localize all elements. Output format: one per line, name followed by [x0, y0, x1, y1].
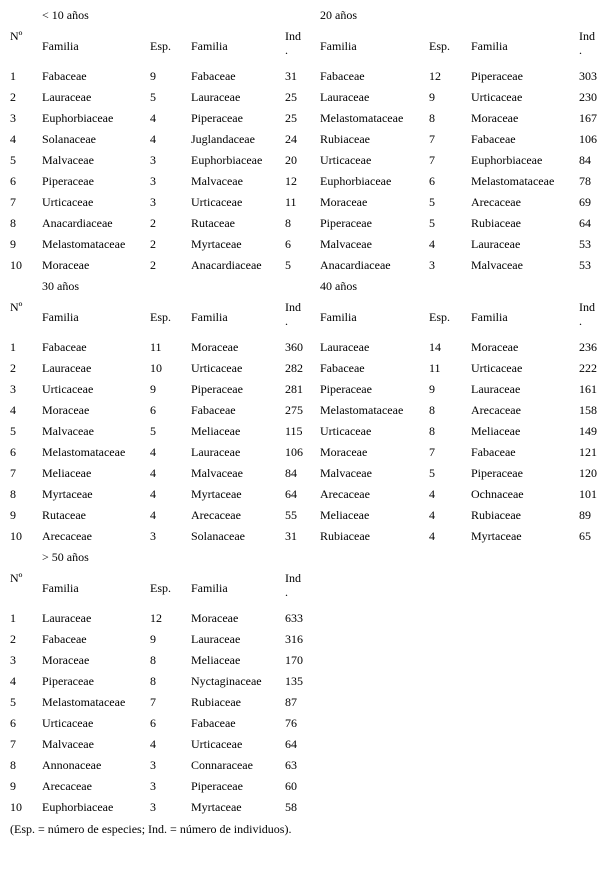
col-header-familia: Familia [471, 39, 508, 53]
family-by-species: Fabaceae [42, 340, 87, 354]
family-by-individuals: Fabaceae [191, 403, 236, 417]
row-number: 6 [10, 174, 16, 188]
row-number: 7 [10, 195, 16, 209]
individual-count: 360 [285, 340, 303, 354]
individual-count: 633 [285, 611, 303, 625]
family-by-species: Anacardiaceae [42, 216, 113, 230]
individual-count: 222 [579, 361, 597, 375]
family-by-species: Meliaceae [320, 508, 370, 522]
family-by-individuals: Fabaceae [191, 716, 236, 730]
row-number: 5 [10, 153, 16, 167]
family-by-species: Urticaceae [42, 195, 94, 209]
row-number: 10 [10, 800, 22, 814]
species-count: 11 [429, 361, 441, 375]
family-by-individuals: Rubiaceae [471, 508, 521, 522]
family-by-individuals: Urticaceae [191, 195, 243, 209]
family-by-species: Malvaceae [42, 737, 94, 751]
species-count: 5 [429, 216, 435, 230]
species-count: 4 [429, 529, 435, 543]
individual-count: 121 [579, 445, 597, 459]
species-count: 3 [429, 258, 435, 272]
individual-count: 53 [579, 258, 591, 272]
row-number: 7 [10, 466, 16, 480]
family-by-individuals: Meliaceae [471, 424, 521, 438]
block-title: 30 años [42, 279, 79, 293]
family-by-species: Malvaceae [42, 424, 94, 438]
species-count: 7 [150, 695, 156, 709]
family-by-individuals: Lauraceae [191, 90, 241, 104]
row-number: 1 [10, 69, 16, 83]
family-by-individuals: Lauraceae [471, 237, 521, 251]
family-by-species: Lauraceae [42, 90, 92, 104]
family-by-individuals: Rutaceae [191, 216, 235, 230]
col-header-num: Nº [10, 300, 23, 314]
row-number: 8 [10, 758, 16, 772]
family-by-individuals: Rubiaceae [471, 216, 521, 230]
row-number: 3 [10, 382, 16, 396]
species-count: 8 [429, 403, 435, 417]
family-by-species: Meliaceae [42, 466, 92, 480]
family-by-individuals: Malvaceae [191, 174, 243, 188]
individual-count: 11 [285, 195, 297, 209]
family-by-individuals: Piperaceae [191, 779, 243, 793]
individual-count: 84 [579, 153, 591, 167]
col-header-ind: Ind [579, 300, 595, 314]
individual-count: 282 [285, 361, 303, 375]
family-by-species: Moraceae [42, 653, 90, 667]
family-by-species: Arecaceae [320, 487, 370, 501]
individual-count: 65 [579, 529, 591, 543]
col-header-familia: Familia [320, 310, 357, 324]
species-count: 12 [150, 611, 162, 625]
row-number: 6 [10, 716, 16, 730]
family-by-species: Piperaceae [320, 382, 372, 396]
row-number: 9 [10, 508, 16, 522]
block-title: 40 años [320, 279, 357, 293]
species-count: 3 [150, 758, 156, 772]
col-header-ind: Ind [285, 29, 301, 43]
family-by-species: Piperaceae [42, 174, 94, 188]
individual-count: 6 [285, 237, 291, 251]
family-by-species: Anacardiaceae [320, 258, 391, 272]
family-by-individuals: Arecaceae [471, 403, 521, 417]
family-by-species: Melastomataceae [42, 445, 126, 459]
family-by-species: Lauraceae [320, 340, 370, 354]
family-by-individuals: Piperaceae [471, 466, 523, 480]
col-header-ind-dot: . [285, 314, 288, 328]
individual-count: 84 [285, 466, 297, 480]
individual-count: 12 [285, 174, 297, 188]
species-count: 4 [150, 132, 156, 146]
individual-count: 106 [285, 445, 303, 459]
species-count: 6 [150, 403, 156, 417]
family-by-individuals: Lauraceae [471, 382, 521, 396]
family-by-species: Euphorbiaceae [42, 111, 114, 125]
family-by-individuals: Piperaceae [191, 382, 243, 396]
species-count: 5 [429, 466, 435, 480]
col-header-familia: Familia [471, 310, 508, 324]
individual-count: 20 [285, 153, 297, 167]
col-header-esp: Esp. [429, 310, 450, 324]
individual-count: 31 [285, 69, 297, 83]
family-by-individuals: Myrtaceae [191, 237, 242, 251]
row-number: 5 [10, 424, 16, 438]
individual-count: 64 [579, 216, 591, 230]
species-count: 5 [150, 90, 156, 104]
row-number: 4 [10, 674, 16, 688]
species-count: 12 [429, 69, 441, 83]
family-by-individuals: Meliaceae [191, 424, 241, 438]
row-number: 9 [10, 237, 16, 251]
species-count: 9 [150, 69, 156, 83]
row-number: 1 [10, 611, 16, 625]
row-number: 4 [10, 132, 16, 146]
family-by-individuals: Euphorbiaceae [191, 153, 263, 167]
species-count: 3 [150, 174, 156, 188]
individual-count: 89 [579, 508, 591, 522]
family-by-species: Moraceae [320, 445, 368, 459]
family-by-individuals: Fabaceae [191, 69, 236, 83]
individual-count: 236 [579, 340, 597, 354]
species-count: 8 [429, 424, 435, 438]
species-count: 4 [429, 237, 435, 251]
species-count: 8 [429, 111, 435, 125]
col-header-num: Nº [10, 29, 23, 43]
individual-count: 25 [285, 111, 297, 125]
col-header-esp: Esp. [429, 39, 450, 53]
family-by-individuals: Anacardiaceae [191, 258, 262, 272]
col-header-esp: Esp. [150, 581, 171, 595]
family-by-species: Fabaceae [42, 69, 87, 83]
species-count: 4 [150, 737, 156, 751]
species-count: 9 [150, 632, 156, 646]
family-by-species: Piperaceae [42, 674, 94, 688]
species-count: 11 [150, 340, 162, 354]
individual-count: 316 [285, 632, 303, 646]
species-count: 7 [429, 132, 435, 146]
col-header-ind-dot: . [285, 43, 288, 57]
family-by-individuals: Fabaceae [471, 445, 516, 459]
species-count: 9 [429, 382, 435, 396]
family-by-species: Fabaceae [320, 361, 365, 375]
col-header-familia: Familia [42, 310, 79, 324]
species-count: 6 [150, 716, 156, 730]
individual-count: 167 [579, 111, 597, 125]
family-by-individuals: Fabaceae [471, 132, 516, 146]
species-count: 5 [429, 195, 435, 209]
individual-count: 76 [285, 716, 297, 730]
row-number: 1 [10, 340, 16, 354]
col-header-ind-dot: . [579, 43, 582, 57]
individual-count: 64 [285, 487, 297, 501]
individual-count: 281 [285, 382, 303, 396]
row-number: 2 [10, 90, 16, 104]
individual-count: 60 [285, 779, 297, 793]
species-count: 9 [150, 382, 156, 396]
species-count: 3 [150, 800, 156, 814]
col-header-ind-dot: . [285, 585, 288, 599]
species-count: 3 [150, 779, 156, 793]
family-by-individuals: Myrtaceae [191, 800, 242, 814]
individual-count: 25 [285, 90, 297, 104]
block-title: 20 años [320, 8, 357, 22]
family-by-individuals: Moraceae [471, 340, 519, 354]
species-count: 4 [150, 445, 156, 459]
individual-count: 69 [579, 195, 591, 209]
family-by-species: Annonaceae [42, 758, 102, 772]
family-by-species: Myrtaceae [42, 487, 93, 501]
family-by-species: Euphorbiaceae [42, 800, 114, 814]
family-by-individuals: Ochnaceae [471, 487, 524, 501]
col-header-familia: Familia [42, 581, 79, 595]
species-count: 7 [429, 153, 435, 167]
family-by-individuals: Urticaceae [191, 737, 243, 751]
family-by-species: Malvaceae [320, 466, 372, 480]
col-header-esp: Esp. [150, 39, 171, 53]
family-by-species: Euphorbiaceae [320, 174, 392, 188]
family-by-individuals: Lauraceae [191, 632, 241, 646]
family-by-individuals: Moraceae [191, 340, 239, 354]
individual-count: 58 [285, 800, 297, 814]
family-by-species: Moraceae [42, 258, 90, 272]
family-by-species: Lauraceae [320, 90, 370, 104]
family-by-individuals: Arecaceae [471, 195, 521, 209]
col-header-familia: Familia [320, 39, 357, 53]
individual-count: 230 [579, 90, 597, 104]
family-by-individuals: Arecaceae [191, 508, 241, 522]
family-by-species: Urticaceae [42, 382, 94, 396]
row-number: 4 [10, 403, 16, 417]
family-by-individuals: Piperaceae [191, 111, 243, 125]
species-count: 2 [150, 237, 156, 251]
col-header-familia: Familia [191, 581, 228, 595]
family-by-species: Urticaceae [42, 716, 94, 730]
species-count: 4 [150, 487, 156, 501]
family-by-species: Melastomataceae [42, 237, 126, 251]
row-number: 2 [10, 632, 16, 646]
individual-count: 87 [285, 695, 297, 709]
individual-count: 63 [285, 758, 297, 772]
col-header-ind-dot: . [579, 314, 582, 328]
family-by-species: Arecaceae [42, 779, 92, 793]
species-count: 6 [429, 174, 435, 188]
footnote: (Esp. = número de especies; Ind. = número de individuos). [10, 822, 292, 836]
col-header-ind: Ind [285, 300, 301, 314]
family-by-species: Fabaceae [42, 632, 87, 646]
family-by-individuals: Urticaceae [191, 361, 243, 375]
col-header-num: Nº [10, 571, 23, 585]
species-count: 3 [150, 195, 156, 209]
family-by-species: Malvaceae [320, 237, 372, 251]
species-count: 14 [429, 340, 441, 354]
individual-count: 115 [285, 424, 303, 438]
family-by-individuals: Nyctaginaceae [191, 674, 262, 688]
family-by-species: Urticaceae [320, 153, 372, 167]
individual-count: 275 [285, 403, 303, 417]
family-by-individuals: Myrtaceae [191, 487, 242, 501]
family-by-species: Arecaceae [42, 529, 92, 543]
family-by-individuals: Rubiaceae [191, 695, 241, 709]
species-count: 8 [150, 653, 156, 667]
family-by-individuals: Moraceae [471, 111, 519, 125]
species-count: 4 [150, 508, 156, 522]
species-count: 3 [150, 153, 156, 167]
species-count: 3 [150, 529, 156, 543]
individual-count: 303 [579, 69, 597, 83]
individual-count: 78 [579, 174, 591, 188]
species-count: 8 [150, 674, 156, 688]
species-count: 10 [150, 361, 162, 375]
individual-count: 24 [285, 132, 297, 146]
family-by-individuals: Lauraceae [191, 445, 241, 459]
individual-count: 8 [285, 216, 291, 230]
species-count: 4 [429, 508, 435, 522]
family-by-species: Lauraceae [42, 611, 92, 625]
individual-count: 120 [579, 466, 597, 480]
family-by-species: Solanaceae [42, 132, 96, 146]
individual-count: 158 [579, 403, 597, 417]
individual-count: 5 [285, 258, 291, 272]
species-count: 7 [429, 445, 435, 459]
family-by-species: Melastomataceae [42, 695, 126, 709]
individual-count: 55 [285, 508, 297, 522]
species-count: 4 [150, 466, 156, 480]
col-header-familia: Familia [191, 39, 228, 53]
individual-count: 64 [285, 737, 297, 751]
family-by-individuals: Euphorbiaceae [471, 153, 543, 167]
family-by-species: Rutaceae [42, 508, 86, 522]
family-by-species: Moraceae [42, 403, 90, 417]
family-by-individuals: Meliaceae [191, 653, 241, 667]
individual-count: 170 [285, 653, 303, 667]
col-header-familia: Familia [42, 39, 79, 53]
row-number: 2 [10, 361, 16, 375]
col-header-ind: Ind [579, 29, 595, 43]
family-by-species: Melastomataceae [320, 111, 404, 125]
individual-count: 161 [579, 382, 597, 396]
col-header-esp: Esp. [150, 310, 171, 324]
individual-count: 31 [285, 529, 297, 543]
family-by-individuals: Moraceae [191, 611, 239, 625]
species-count: 5 [150, 424, 156, 438]
family-by-species: Urticaceae [320, 424, 372, 438]
species-count: 4 [150, 111, 156, 125]
family-by-individuals: Melastomataceae [471, 174, 555, 188]
individual-count: 135 [285, 674, 303, 688]
family-by-species: Piperaceae [320, 216, 372, 230]
family-by-species: Melastomataceae [320, 403, 404, 417]
block-title: > 50 años [42, 550, 89, 564]
family-by-individuals: Urticaceae [471, 90, 523, 104]
family-by-species: Lauraceae [42, 361, 92, 375]
family-by-species: Malvaceae [42, 153, 94, 167]
species-count: 4 [429, 487, 435, 501]
family-by-individuals: Juglandaceae [191, 132, 255, 146]
family-by-individuals: Piperaceae [471, 69, 523, 83]
family-by-individuals: Connaraceae [191, 758, 253, 772]
family-by-species: Rubiaceae [320, 529, 370, 543]
family-by-individuals: Malvaceae [471, 258, 523, 272]
block-title: < 10 años [42, 8, 89, 22]
species-count: 9 [429, 90, 435, 104]
individual-count: 101 [579, 487, 597, 501]
family-by-species: Rubiaceae [320, 132, 370, 146]
row-number: 8 [10, 487, 16, 501]
row-number: 3 [10, 111, 16, 125]
family-by-individuals: Myrtaceae [471, 529, 522, 543]
family-by-individuals: Malvaceae [191, 466, 243, 480]
individual-count: 106 [579, 132, 597, 146]
species-count: 2 [150, 258, 156, 272]
row-number: 10 [10, 258, 22, 272]
row-number: 10 [10, 529, 22, 543]
family-by-individuals: Urticaceae [471, 361, 523, 375]
individual-count: 53 [579, 237, 591, 251]
row-number: 8 [10, 216, 16, 230]
row-number: 5 [10, 695, 16, 709]
family-by-individuals: Solanaceae [191, 529, 245, 543]
family-by-species: Fabaceae [320, 69, 365, 83]
col-header-familia: Familia [191, 310, 228, 324]
individual-count: 149 [579, 424, 597, 438]
row-number: 9 [10, 779, 16, 793]
col-header-ind: Ind [285, 571, 301, 585]
row-number: 3 [10, 653, 16, 667]
family-by-species: Moraceae [320, 195, 368, 209]
species-count: 2 [150, 216, 156, 230]
row-number: 7 [10, 737, 16, 751]
row-number: 6 [10, 445, 16, 459]
